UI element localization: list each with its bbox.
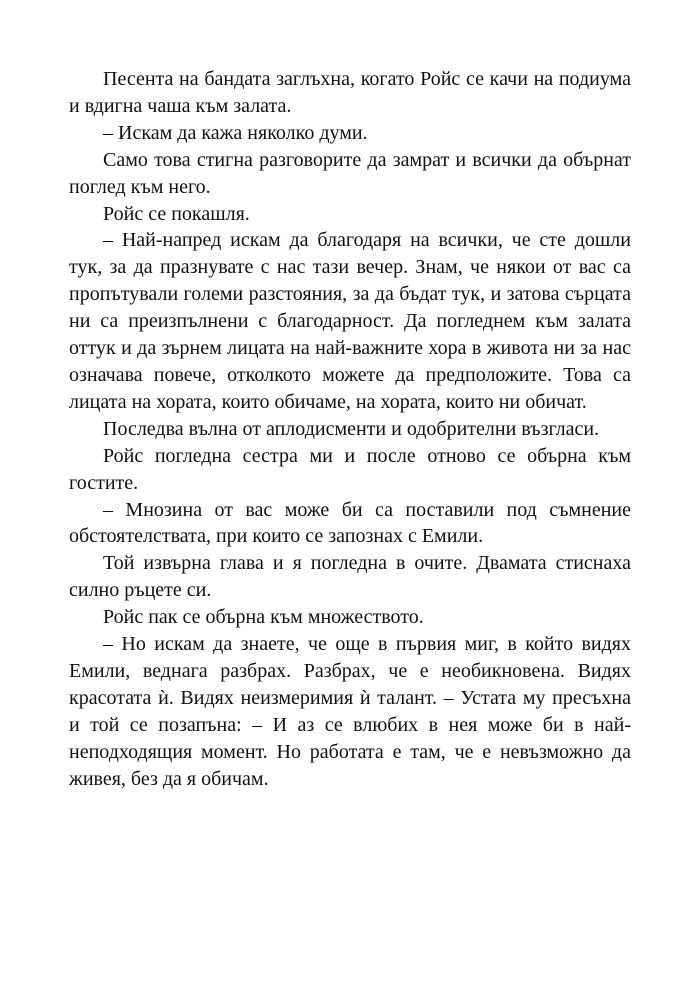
paragraph: – Но искам да знаете, че още в първия миг, в който видях Емили, веднага разбрах. Разбрах, че е необикновена. Видях красотата ѝ. Видях неизмеримия ѝ талант. – Устата му пресъхна и той се позапъна: – И аз се влюбих в нея може би в най-неподходящия момент. Но работата е там, че е невъзможно да живея, без да я обичам. [69, 633, 631, 790]
paragraph: – Най-напред искам да благодаря на всички, че сте дошли тук, за да празнувате с нас тази вечер. Знам, че някои от вас са пропътували големи разстояния, за да бъдат тук, и затова сърцата ни са преизпълнени с благодарност. Да погледнем към залата оттук и да зърнем лицата на най-важните хора в живота ни за нас означава повече, отколкото можете да предположите. Това са лицата на хората, които обичаме, на хората, които ни обичат. [69, 229, 631, 413]
paragraph: Ройс пак се обърна към множеството. [103, 606, 424, 629]
paragraph: Ройс се покашля. [103, 202, 250, 225]
paragraph: – Мнозина от вас може би са поставили под съмнение обстоятелствата, при които се запознах с Емили. [69, 498, 631, 548]
paragraph: – Искам да кажа няколко думи. [103, 121, 368, 144]
paragraph: Песента на бандата заглъхна, когато Ройс се качи на подиума и вдигна чаша към залата. [69, 68, 631, 117]
paragraph: Ройс погледна сестра ми и после отново се обърна към гостите. [69, 444, 631, 494]
body-text [69, 66, 631, 792]
paragraph: Последва вълна от аплодисменти и одобрителни възгласи. [103, 417, 600, 440]
paragraph: Той извърна глава и я погледна в очите. Двамата стиснаха силно ръцете си. [69, 552, 631, 602]
paragraph: Само това стигна разговорите да замрат и всички да обърнат поглед към него. [69, 148, 631, 198]
